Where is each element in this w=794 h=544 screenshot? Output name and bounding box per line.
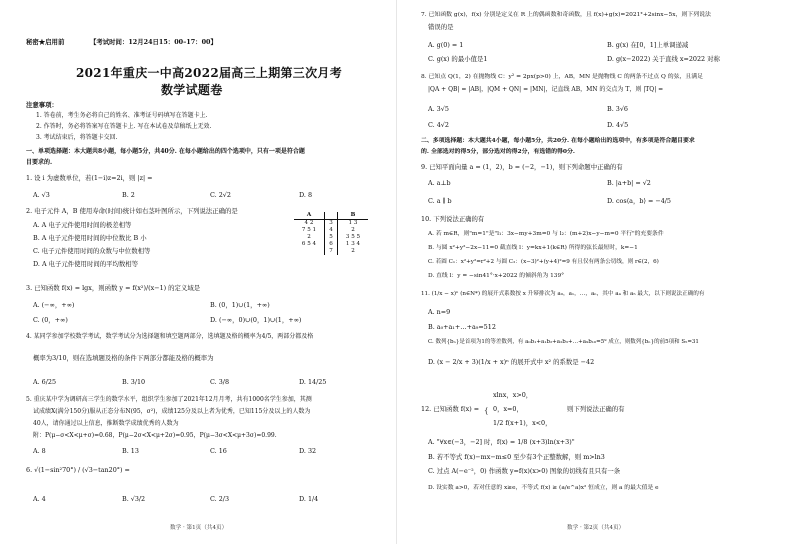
q4-stem: 4. 某同学参加学校数学考试，数学考试分为选择题和填空题两部分，选填题及格的概率为4/5，两部分都及格 <box>26 333 314 340</box>
q12-piece-1: xlnx，x>0， <box>493 391 533 399</box>
q5-option-a: A. 8 <box>33 447 46 455</box>
q11-option-d: D. (x − 2/x + 3)(1/x + x)ⁿ 的展开式中 x² 的系数是 −42 <box>428 358 595 366</box>
q8-option-a: A. 3√5 <box>428 105 449 113</box>
section2-heading-cont: 的. 全部选对的得5分，部分选对的得2分，有选错的得0分. <box>421 148 575 155</box>
q3-stem: 3. 已知函数 f(x) = lgx，则函数 y = f(x²)/(x−1) 的定义域是 <box>26 284 201 292</box>
q8-option-b: B. 3√6 <box>607 105 628 113</box>
q12-option-b: B. 若不等式 f(x)−mx−m≤0 至少有3个正整数解，则 m>ln3 <box>428 453 605 461</box>
q10-option-a: A. 若 m∈R，则"m=1"是"l₁：3x−my+3m=0 与 l₂：(m+2)x−y−m=0 平行"的充要条件 <box>428 231 664 237</box>
q7-option-c: C. g(x) 的最小值是1 <box>428 55 488 63</box>
q7-stem-cont: 错误的是 <box>428 23 454 31</box>
page-footer: 数学 · 第1页（共4页） <box>170 525 228 531</box>
leaf-a: 7 5 1 <box>301 227 317 233</box>
q8-option-d: D. 4√5 <box>607 121 629 129</box>
q6-option-b: B. √3/2 <box>122 495 146 503</box>
q1-stem: 1. 设 i 为虚数单位，若(1−i)z=2i，则 |z| = <box>26 174 153 182</box>
leaf-b: 1 3 4 <box>345 241 361 247</box>
q5-option-b: B. 13 <box>122 447 139 455</box>
q11-option-c: C. 数列{bₙ}是首项为1的等差数列，有 a₀b₁+a₁b₂+a₂b₃+…+a₉b₁₀=5⁹ 成立，则数列{bₙ}的前5项和 S₅=31 <box>428 339 699 345</box>
q12-option-d: D. 设实数 a>0，若对任意的 x≥e，不等式 f(x) ≥ (a/e^a)x² 恒成立，则 a 的最大值是 e <box>428 485 659 491</box>
q5-stem-cont: 试成绩X(满分150分)服从正态分布N(95，σ²)，成绩125分及以上者为优秀，已知115分及以上的人数为 <box>33 408 311 415</box>
q6-option-c: C. 2/3 <box>210 495 230 503</box>
q3-option-b: B. (0，1)∪(1，+∞) <box>210 301 270 309</box>
q11-option-a: A. n=9 <box>428 308 451 316</box>
leaf-b: 3 5 5 <box>345 234 361 240</box>
q10-option-b: B. 与圆 x²+y²−2x−11=0 截直线 l：y=kx+1(k∈R) 所得的弦长最短时，k=−1 <box>428 245 638 251</box>
q7-option-a: A. g(0) = 1 <box>428 41 464 49</box>
q5-stem-cont: 40人，请你通过以上信息，推断数学成绩优秀的人数为 <box>33 420 179 427</box>
q3-option-d: D. (−∞，0)∪(0，1)∪(1，+∞) <box>210 316 302 324</box>
note-item: 1. 答卷前，考生务必将自己的姓名、准考证号码填写在答题卡上. <box>36 112 208 119</box>
q12-piece-2: 0，x=0， <box>493 405 523 413</box>
q10-stem: 10. 下列说法正确的有 <box>421 215 485 223</box>
q4-option-c: C. 3/8 <box>210 378 230 386</box>
q1-option-c: C. 2√2 <box>210 191 231 199</box>
q2-stem: 2. 电子元件 A，B 使用寿命(时间)统计如右茎叶图所示，下列说法正确的是 <box>26 207 238 215</box>
q5-stem-note: 附：P(μ−σ<X<μ+σ)=0.68，P(μ−2σ<X<μ+2σ)=0.95，P(μ−3σ<X<μ+3σ)=0.99. <box>33 432 277 439</box>
q6-option-d: D. 1/4 <box>299 495 319 503</box>
q7-option-d: D. g(x−2022) 关于直线 x=2022 对称 <box>607 55 720 63</box>
stem: 6 <box>325 241 338 248</box>
q3-option-c: C. (0，+∞) <box>33 316 68 324</box>
page-2 <box>397 0 794 544</box>
stem: 5 <box>325 234 338 241</box>
q10-option-d: D. 直线 l：y = −sin41°·x+2022 的倾斜角为 139° <box>428 273 565 279</box>
q12-stem: 12. 已知函数 f(x) = <box>421 405 480 413</box>
exam-time: 【考试时间：12月24日15：00–17：00】 <box>90 38 217 46</box>
stem-leaf-head-a: A <box>294 212 325 220</box>
exam-title: 2021年重庆一中高2022届高三上期第三次月考 <box>76 66 342 80</box>
q4-stem-cont: 概率为3/10，则在选填题及格的条件下两部分都能及格的概率为 <box>33 354 214 362</box>
q2-option-a: A. A 电子元件使用时间的极差相等 <box>33 221 132 229</box>
section2-heading: 二、多项选择题：本大题共4小题，每小题5分，共20分. 在每小题给出的选项中，有多项是符合题目要求 <box>421 137 695 144</box>
q3-option-a: A. (−∞，+∞) <box>33 301 75 309</box>
note-item: 3. 考试结束后，将答题卡交回. <box>36 134 118 141</box>
q8-stem: 8. 已知点 Q(1，2) 在抛物线 C：y² = 2px(p>0) 上，AB，MN 是抛物线 C 的两条不过点 Q 的弦，且满足 <box>421 74 704 80</box>
q2-option-c: C. 电子元件使用时间的众数与中位数相等 <box>33 247 151 255</box>
stem-leaf-head-b: B <box>338 212 369 220</box>
q4-option-b: B. 3/10 <box>122 378 146 386</box>
q5-stem: 5. 重庆某中学为调研高三学生的数学水平，组织学生参加了2021年12月月考，共有1000名学生参加，其测 <box>26 396 312 403</box>
q8-stem-cont: |QA + QB| = |AB|，|QM + QN| = |MN|，记直线 AB，MN 的交点为 T，则 |TQ| = <box>428 86 664 93</box>
stem: 3 <box>325 220 338 228</box>
q1-option-d: D. 8 <box>299 191 313 199</box>
leaf-a: 4 2 <box>304 220 314 226</box>
q6-option-a: A. 4 <box>33 495 46 503</box>
leaf-a <box>294 248 325 255</box>
q5-option-c: C. 16 <box>210 447 227 455</box>
stem-leaf-head-stem <box>325 212 338 220</box>
q11-stem: 11. (1/x − x)ⁿ (n∈N*) 的展开式系数按 x 升幂排次为 a₀，a₁，…，aₙ，其中 a₄ 和 a₅ 最大，以下则说法正确的有 <box>421 291 705 297</box>
q12-option-c: C. 过点 A(−e⁻²，0) 作函数 y=f(x)(x>0) 图象的切线有且只有一条 <box>428 467 621 475</box>
q10-option-c: C. 若圆 C₁：x²+y²=r²+2 与圆 C₂：(x−3)²+(y+4)²=9 有且仅有两条公切线，则 r∈(2，6) <box>428 259 659 265</box>
q9-option-a: A. a⊥b <box>428 179 451 187</box>
secret-label: 秘密★启用前 <box>26 38 65 46</box>
q12-option-a: A. "∀x∈(−3，−2] 时，f(x) = 1/8 (x+3)ln(x+3)" <box>428 438 575 446</box>
leaf-a: 6 5 4 <box>301 241 317 247</box>
q2-option-d: D. A 电子元件使用时间的平均数相等 <box>33 260 139 268</box>
leaf-b: 1 3 <box>348 220 358 226</box>
q9-option-d: D. cos⟨a，b⟩ = −4/5 <box>607 197 671 205</box>
section1-heading: 一、单项选择题：本大题共8小题，每小题5分，共40分. 在每小题给出的四个选项中，只有一项是符合题 <box>26 148 305 155</box>
leaf-a: 2 <box>307 234 311 240</box>
stem: 7 <box>325 248 338 255</box>
q1-option-a: A. √3 <box>33 191 50 199</box>
page-footer: 数学 · 第2页（共4页） <box>567 525 625 531</box>
leaf-b: 2 <box>351 227 355 233</box>
q9-stem: 9. 已知平面向量 a = (1，2)，b = (−2，−1)，则下列命题中正确的有 <box>421 163 623 171</box>
stem-leaf-plot <box>294 212 368 255</box>
q2-option-b: B. A 电子元件使用时间的中位数比 B 小 <box>33 234 147 242</box>
note-item: 2. 作答时，务必将答案写在答题卡上. 写在本试卷及草稿纸上无效. <box>36 123 212 130</box>
q9-option-c: C. a ∥ b <box>428 197 452 205</box>
q11-option-b: B. a₀+a₁+…+a₉=512 <box>428 323 496 331</box>
q9-option-b: B. |a+b| = √2 <box>607 179 651 187</box>
q7-option-b: B. g(x) 在[0，1]上单调递减 <box>607 41 689 49</box>
stem: 4 <box>325 227 338 234</box>
q6-stem: 6. √(1−sin²70°) / (√3−tan20°) = <box>26 466 130 474</box>
notes-heading: 注意事项： <box>26 101 58 109</box>
section1-heading-cont: 目要求的. <box>26 159 53 166</box>
q1-option-b: B. 2 <box>122 191 135 199</box>
q5-option-d: D. 32 <box>299 447 317 455</box>
brace-icon: { <box>484 406 489 416</box>
q4-option-a: A. 6/25 <box>33 378 57 386</box>
q12-piece-3: 1/2 f(x+1)，x<0， <box>493 419 552 427</box>
q4-option-d: D. 14/25 <box>299 378 327 386</box>
leaf-b: 2 <box>351 248 355 254</box>
exam-subtitle: 数学试题卷 <box>161 83 223 97</box>
q7-stem: 7. 已知函数 g(x)，f(x) 分别是定义在 R 上的偶函数和奇函数，且 f(x)+g(x)=2021ˣ+2sinx−5x，则下列说法 <box>421 12 711 18</box>
q12-stem-tail: 则下列说法正确的有 <box>567 405 625 413</box>
q8-option-c: C. 4√2 <box>428 121 449 129</box>
